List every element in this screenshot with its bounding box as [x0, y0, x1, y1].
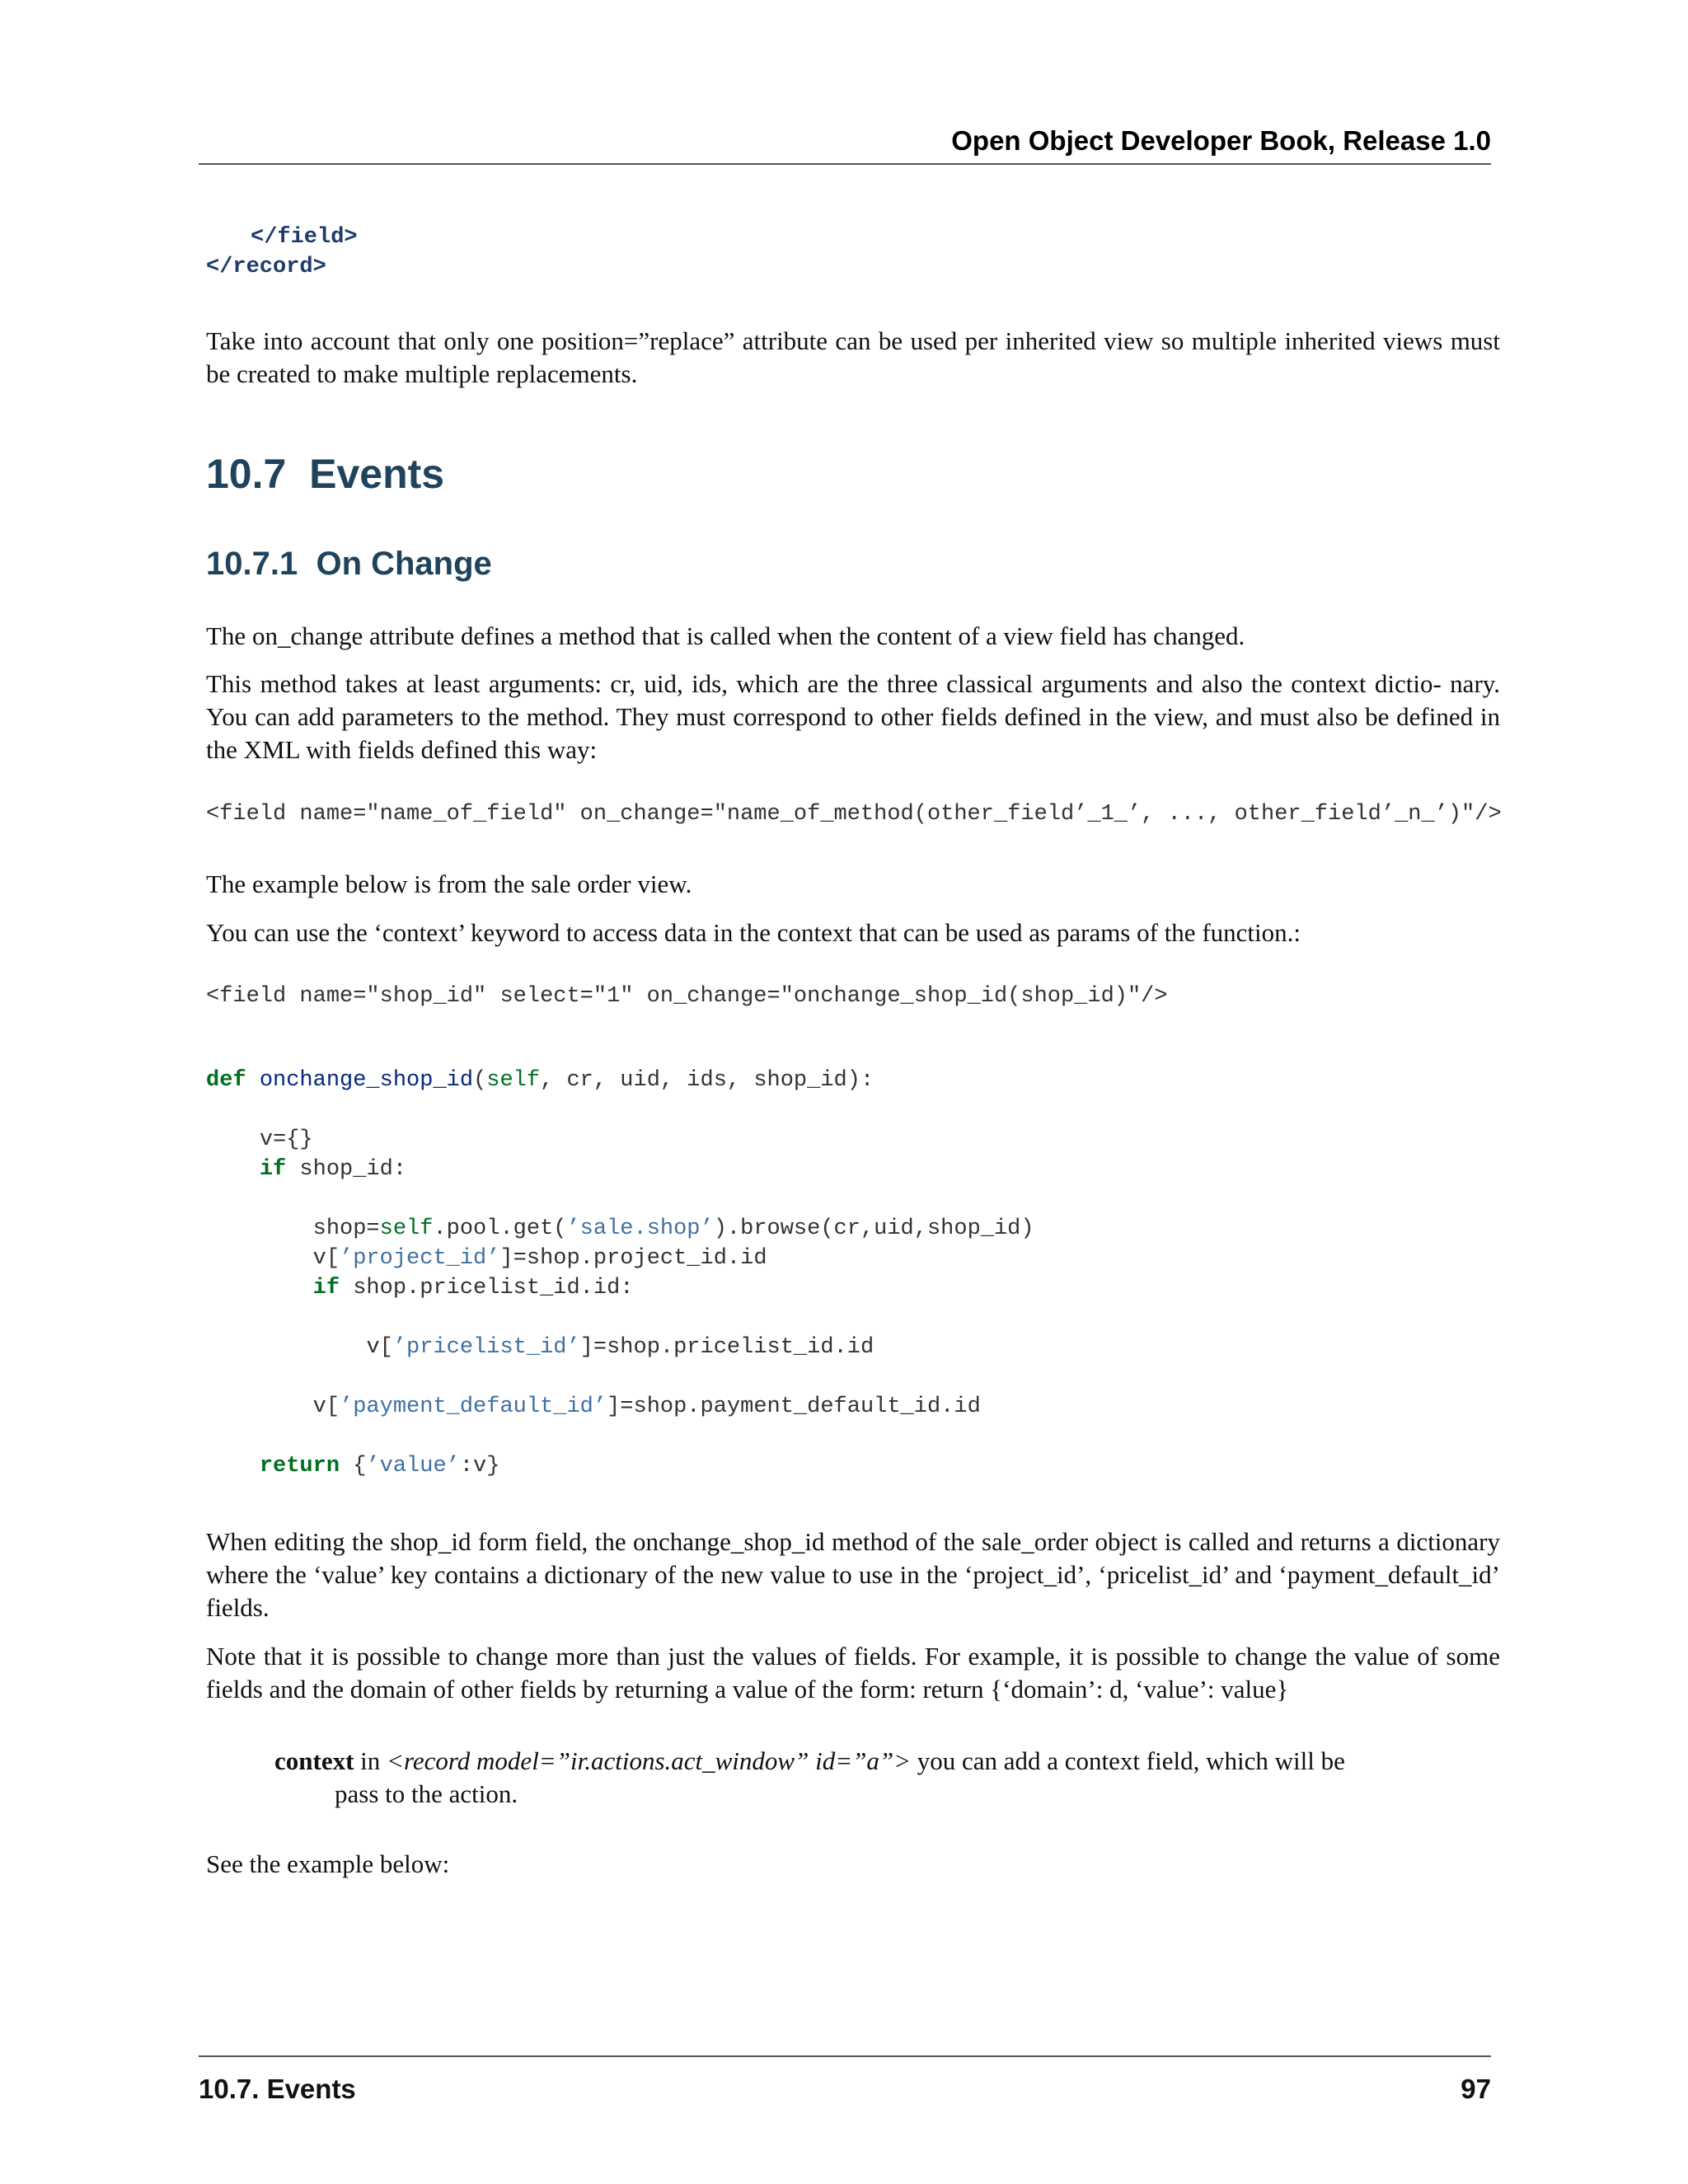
paragraph-replace: Take into account that only one position=”replace” attribute can be used per inherited view so multiple inherited views must be created to make multiple replacements.: [206, 326, 1500, 388]
code-text: .pool.get(: [433, 1216, 567, 1241]
definition-term: context: [274, 1746, 354, 1775]
page-number: 97: [1461, 2074, 1491, 2104]
code-text: shop.pricelist_id.id:: [340, 1276, 634, 1301]
code-block-xml-end: [206, 223, 1500, 282]
code-function-name: onchange_shop_id: [259, 1068, 474, 1093]
definition-text: in: [354, 1746, 387, 1775]
code-string: ’pricelist_id’: [392, 1335, 580, 1360]
code-text: :v}: [459, 1454, 500, 1479]
page-footer: [199, 2055, 1491, 2107]
book-title: Open Object Developer Book, Release 1.0: [951, 125, 1491, 156]
code-string: ’sale.shop’: [566, 1216, 714, 1241]
code-text: shop=: [312, 1216, 380, 1241]
code-keyword: return: [259, 1454, 340, 1479]
python-code-block: [206, 1066, 1500, 1481]
code-string: ’payment_default_id’: [340, 1394, 607, 1419]
code-field-definition: <field name="name_of_field" on_change="name_of_method(other_field’_1_’, ..., other_field’_n_’)"/>: [206, 802, 1502, 827]
paragraph-see-example: See the example below:: [206, 1849, 450, 1878]
paragraph-onchange-intro: The on_change attribute defines a method that is called when the content of a view field has changed.: [206, 621, 1245, 650]
code-text: v[: [366, 1335, 393, 1360]
code-keyword: if: [312, 1276, 340, 1301]
page-header: [199, 124, 1491, 165]
code-text: ]=shop.project_id.id: [499, 1246, 767, 1271]
paragraph-context-keyword: You can use the ‘context’ keyword to access data in the context that can be used as params of the function.:: [206, 918, 1301, 947]
code-text: v[: [312, 1394, 340, 1419]
code-text: {: [340, 1454, 367, 1479]
section-title: Events: [309, 451, 445, 497]
definition-line: [274, 1745, 1428, 1778]
code-text: ]=shop.pricelist_id.id: [579, 1335, 874, 1360]
footer-section: 10.7. Events: [199, 2074, 356, 2104]
definition-context: [274, 1745, 1428, 1811]
paragraph-example: The example below is from the sale order view.: [206, 869, 692, 898]
subsection-number: 10.7.1: [206, 546, 298, 582]
code-keyword: if: [259, 1157, 287, 1182]
code-text: (: [473, 1068, 487, 1093]
code-shop-field: <field name="shop_id" select="1" on_change="onchange_shop_id(shop_id)"/>: [206, 984, 1168, 1009]
definition-italic: <record model=”ir.actions.act_window” id=”a”>: [387, 1746, 912, 1775]
code-string: ’value’: [366, 1454, 460, 1479]
paragraph-editing: When editing the shop_id form field, the onchange_shop_id method of the sale_order object is called and returns a dictionary where the ‘value’ key contains a dictionary of the new value to use in the ‘project_id’, ‘pricelist_id’ and ‘payment_default_id’ fields.: [206, 1527, 1500, 1622]
code-text: v={}: [259, 1127, 313, 1152]
paragraph-onchange-args: This method takes at least arguments: cr, uid, ids, which are the three classical arguments and also the context dictio- nary. You can add parameters to the method. They must correspond to other fields defined in the view, and must also be defined in the XML with fields defined this way:: [206, 669, 1500, 764]
code-text: , cr, uid, ids, shop_id):: [540, 1068, 874, 1093]
subsection-heading: [206, 546, 1500, 583]
code-line: </record>: [206, 255, 326, 279]
code-text: shop_id:: [286, 1157, 407, 1182]
section-heading: [206, 450, 1500, 498]
section-number: 10.7: [206, 451, 287, 497]
code-self: self: [379, 1216, 434, 1241]
code-string: ’project_id’: [340, 1246, 500, 1271]
code-keyword: def: [206, 1068, 246, 1093]
code-text: ]=shop.payment_default_id.id: [607, 1394, 981, 1419]
code-self: self: [486, 1068, 541, 1093]
definition-continuation: pass to the action.: [335, 1779, 518, 1808]
code-text: v[: [312, 1246, 340, 1271]
paragraph-note: Note that it is possible to change more than just the values of fields. For example, it is possible to change the value of some fields and the domain of other fields by returning a value of the form: return {‘domain’: d, ‘value’: value}: [206, 1642, 1500, 1704]
subsection-title: On Change: [316, 546, 492, 582]
definition-text: you can add a context field, which will be: [911, 1746, 1345, 1775]
code-line: </field>: [251, 225, 358, 250]
code-text: ).browse(cr,uid,shop_id): [713, 1216, 1034, 1241]
